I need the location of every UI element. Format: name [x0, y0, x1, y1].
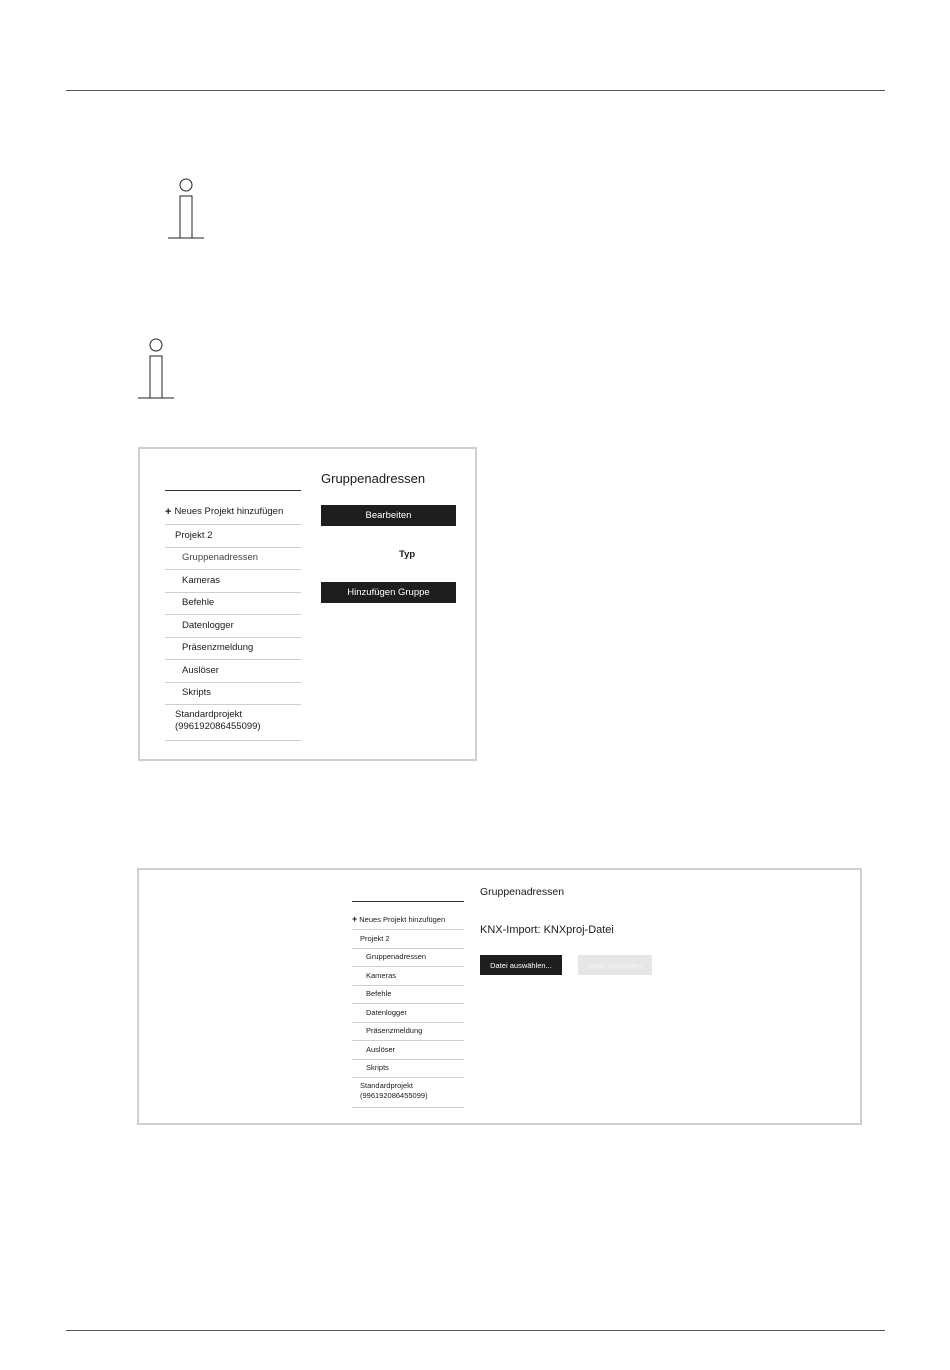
- nav-scripts[interactable]: Skripts: [352, 1060, 464, 1079]
- nav-project-2[interactable]: Projekt 2: [352, 930, 464, 949]
- nav-cameras[interactable]: Kameras: [165, 570, 301, 593]
- header-rule: [66, 90, 885, 91]
- nav-group-addresses[interactable]: Gruppenadressen: [352, 949, 464, 968]
- nav-project-2[interactable]: Projekt 2: [165, 525, 301, 548]
- edit-button[interactable]: Bearbeiten: [321, 505, 456, 526]
- plus-icon: +: [352, 914, 358, 925]
- info-icon: [168, 178, 206, 240]
- nav-presence[interactable]: Präsenzmeldung: [165, 638, 301, 661]
- nav-commands[interactable]: Befehle: [165, 593, 301, 616]
- standard-project-id: (996192086455099): [175, 721, 261, 733]
- nav-cameras[interactable]: Kameras: [352, 967, 464, 986]
- add-group-button[interactable]: Hinzufügen Gruppe: [321, 582, 456, 603]
- nav-triggers[interactable]: Auslöser: [352, 1041, 464, 1060]
- nav-data-logger[interactable]: Datenlogger: [165, 615, 301, 638]
- info-icon: [138, 338, 176, 400]
- nav-group-addresses[interactable]: Gruppenadressen: [165, 548, 301, 571]
- screenshot-group-addresses: [138, 447, 477, 761]
- add-project-link[interactable]: [352, 902, 464, 930]
- nav-presence[interactable]: Präsenzmeldung: [352, 1023, 464, 1042]
- add-project-label: Neues Projekt hinzufügen: [174, 506, 284, 518]
- project-nav: [352, 901, 464, 1108]
- standard-project-id: (996192086455099): [360, 1090, 428, 1100]
- upload-file-button[interactable]: Datei hochladen: [578, 955, 652, 975]
- project-nav: [165, 490, 301, 741]
- plus-icon: +: [165, 506, 172, 519]
- standard-project-name: Standardprojekt: [175, 709, 243, 720]
- add-project-label: Neues Projekt hinzufügen: [359, 915, 446, 925]
- type-label: Typ: [399, 549, 416, 560]
- add-project-link[interactable]: [165, 491, 301, 525]
- screenshot-knx-import: [137, 868, 862, 1125]
- nav-triggers[interactable]: Auslöser: [165, 660, 301, 683]
- nav-standard-project[interactable]: [352, 1078, 464, 1108]
- footer-rule: [66, 1330, 885, 1331]
- standard-project-name: Standardprojekt: [360, 1081, 413, 1090]
- nav-standard-project[interactable]: [165, 705, 301, 741]
- nav-scripts[interactable]: Skripts: [165, 683, 301, 706]
- page-title: Gruppenadressen: [321, 471, 426, 486]
- nav-data-logger[interactable]: Datenlogger: [352, 1004, 464, 1023]
- knx-import-heading: KNX-Import: KNXproj-Datei: [480, 924, 614, 936]
- choose-file-button[interactable]: Datei auswählen...: [480, 955, 562, 975]
- page-title: Gruppenadressen: [480, 886, 565, 898]
- nav-commands[interactable]: Befehle: [352, 986, 464, 1005]
